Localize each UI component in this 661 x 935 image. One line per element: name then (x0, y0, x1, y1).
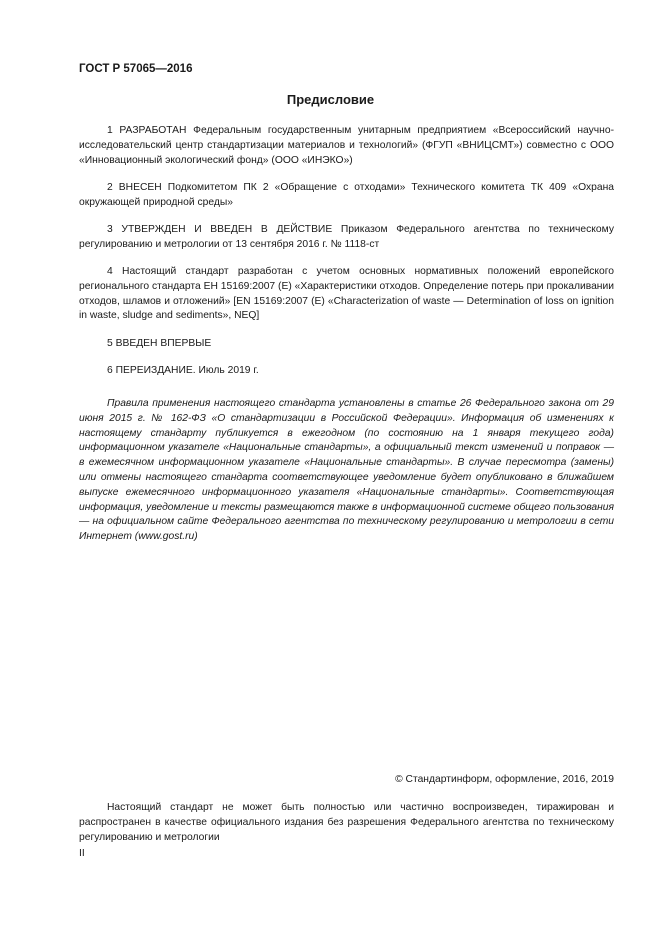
standard-usage-notice: Правила применения настоящего стандарта установлены в статье 26 Федерального закона от 29 июня 2015 г. № 162-ФЗ «О стандартизации в Российской Федерации». Информация об изменениях к настоящему стандарту публикуется в ежегодном (по состоянию на 1 января текущего года) информационном указателе «Национальные стандарты», а официальный текст изменений и поправок — в ежемесячном информационном указателе «Национальные стандарты». В случае пересмотра (замены) или отмены настоящего стандарта соответствующее уведомление будет опубликовано в ближайшем выпуске ежемесячного информационного указателя «Национальные стандарты». Соответствующая информация, уведомление и тексты размещаются также в информационной системе общего пользования — на официальном сайте Федерального агентства по техническому регулированию и метрологии в сети Интернет (www.gost.ru) (79, 398, 614, 543)
copyright-line: © Стандартинформ, оформление, 2016, 2019 (395, 774, 614, 785)
reproduction-notice: Настоящий стандарт не может быть полностью или частично воспроизведен, тиражирован и распространен в качестве официального издания без разрешения Федерального агентства по техническому регулированию и метрологии (79, 802, 614, 843)
foreword-content (79, 124, 614, 391)
foreword-item-2: 2 ВНЕСЕН Подкомитетом ПК 2 «Обращение с отходами» Технического комитета ТК 409 «Охрана окружающей природной среды» (79, 181, 614, 208)
foreword-item-6: 6 ПЕРЕИЗДАНИЕ. Июль 2019 г. (107, 365, 259, 377)
foreword-item-3: 3 УТВЕРЖДЕН И ВВЕДЕН В ДЕЙСТВИЕ Приказом Федерального агентства по техническому регулированию и метрологии от 13 сентября 2016 г. № 1118-ст (79, 223, 614, 250)
foreword-item-4: 4 Настоящий стандарт разработан с учетом основных нормативных положений европейского регионального стандарта ЕН 15169:2007 (Е) «Характеристики отходов. Определение потерь при прокаливании отходов, шламов и отложений» [EN 15169:2007 (E) «Characterization of waste — Determination of loss on ignition in waste, sludge and sediments», NEQ] (79, 266, 614, 322)
foreword-item-1: 1 РАЗРАБОТАН Федеральным государственным унитарным предприятием «Всероссийский научно-исследовательский центр стандартизации материалов и технологий» (ФГУП «ВНИЦСМТ») совместно с ООО «Инновационный экологический фонд» (ООО «ИНЭКО») (79, 125, 614, 166)
page-number: II (79, 848, 85, 859)
page-title: Предисловие (286, 92, 375, 107)
foreword-item-5: 5 ВВЕДЕН ВПЕРВЫЕ (107, 337, 212, 349)
doc-number-header: ГОСТ Р 57065—2016 (79, 63, 193, 75)
